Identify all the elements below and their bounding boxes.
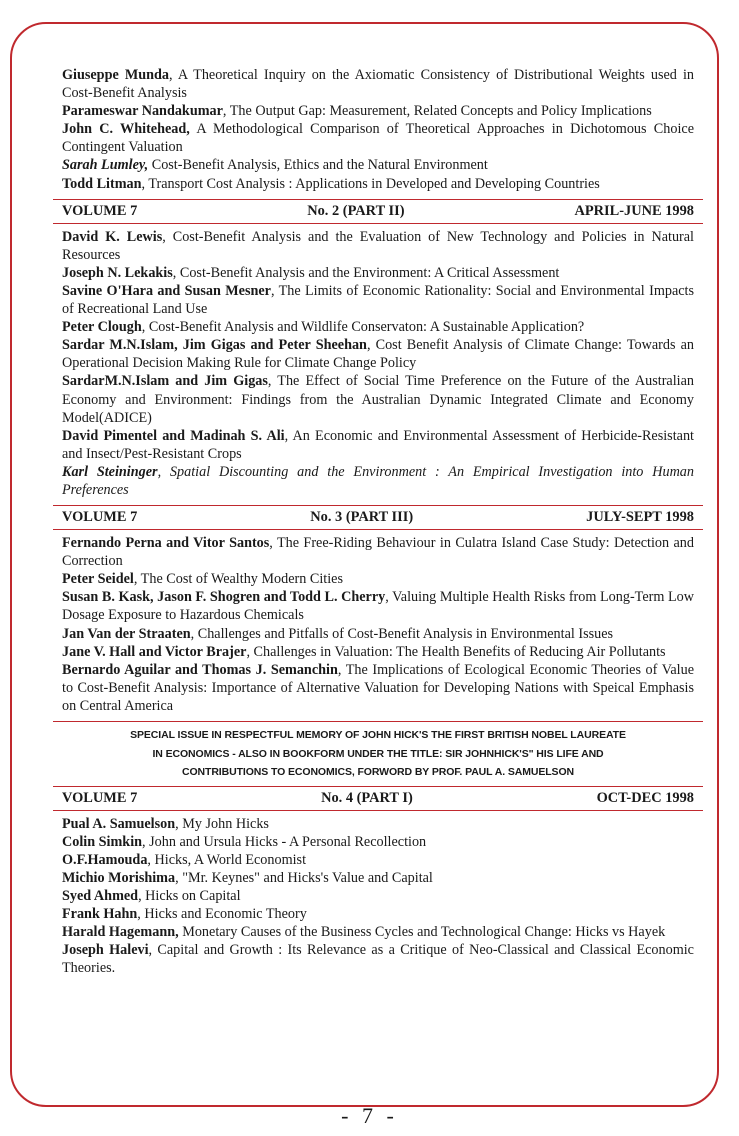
list-item (62, 336, 694, 372)
list-item (62, 941, 694, 977)
entry-author: Jan Van der Straaten (62, 625, 191, 642)
entry-author: David Pimentel and Madinah S. Ali (62, 427, 285, 444)
list-item (62, 175, 694, 193)
special-issue-note (53, 721, 703, 784)
list-item (62, 120, 694, 156)
entry-author: Sarah Lumley, (62, 157, 149, 174)
section-no4-entries (62, 815, 694, 978)
entry-title: , Hicks, A World Economist (147, 851, 307, 868)
entry-title: , An Economic and Environmental Assessment of Herbicide-Resistant and Insect/Pest-Resistant Crops (62, 427, 694, 462)
entry-author: Frank Hahn (62, 905, 138, 922)
volume-header-no4 (53, 786, 703, 811)
list-item (62, 264, 694, 282)
entry-author: O.F.Hamouda (62, 851, 148, 868)
section-no2-entries (62, 228, 694, 499)
issue-number: No. 2 (PART II) (307, 202, 405, 219)
entry-author: Joseph Halevi (62, 942, 149, 959)
list-item (62, 282, 694, 318)
list-item (62, 923, 694, 941)
entry-title: A Methodological Comparison of Theoretical Approaches in Dichotomous Choice Contingent Valuation (62, 121, 694, 156)
list-item (62, 887, 694, 905)
entry-author: Savine O'Hara and Susan Mesner (62, 282, 271, 299)
volume-header-no3 (53, 505, 703, 530)
list-item (62, 815, 694, 833)
entry-author: Karl Steininger (62, 463, 158, 480)
list-item (62, 534, 694, 570)
entry-title: , "Mr. Keynes" and Hicks's Value and Capital (175, 869, 433, 886)
page-number: - 7 - (341, 1103, 398, 1128)
entry-author: Syed Ahmed (62, 887, 139, 904)
special-issue-line: CONTRIBUTIONS TO ECONOMICS, FORWORD BY PROF. PAUL A. SAMUELSON (181, 766, 575, 778)
entry-title: , The Implications of Ecological Economic Theories of Value to Cost-Benefit Analysis: Importance of Alternative Valuation for Developing Nations with Speical Emphasis on Central America (62, 661, 695, 714)
entry-author: Jane V. Hall and Victor Brajer (62, 643, 247, 660)
entry-author: Colin Simkin (62, 833, 143, 850)
entry-title: , Challenges and Pitfalls of Cost-Benefit Analysis in Environmental Issues (190, 625, 614, 642)
issue-date: OCT-DEC 1998 (596, 789, 694, 806)
entry-title: , Hicks and Economic Theory (137, 905, 307, 922)
entry-title: Monetary Causes of the Business Cycles and Technological Change: Hicks vs Hayek (178, 924, 666, 941)
issue-number: No. 3 (PART III) (310, 509, 414, 526)
list-item (62, 661, 694, 715)
entry-title: , Cost-Benefit Analysis and the Environment: A Critical Assessment (172, 264, 560, 281)
issue-number: No. 4 (PART I) (321, 789, 413, 806)
entry-title: Cost-Benefit Analysis, Ethics and the Natural Environment (148, 157, 488, 174)
entry-author: Sardar M.N.Islam, Jim Gigas and Peter Sheehan (62, 337, 367, 354)
special-issue-line: IN ECONOMICS - ALSO IN BOOKFORM UNDER THE TITLE: SIR JOHNHICK'S" HIS LIFE AND (152, 747, 604, 760)
entry-title: , Valuing Multiple Health Risks from Long-Term Low Dosage Exposure to Hazardous Chemicals (62, 589, 694, 624)
list-item (62, 588, 694, 624)
list-item (62, 66, 694, 102)
entry-title: , Challenges in Valuation: The Health Benefits of Reducing Air Pollutants (246, 643, 666, 660)
entry-author: Todd Litman (62, 175, 142, 192)
list-item (62, 318, 694, 336)
list-item (62, 228, 694, 264)
article-listing (62, 66, 694, 977)
entry-title: , Cost-Benefit Analysis and the Evaluation of New Technology and Policies in Natural Resources (62, 228, 694, 263)
entry-title: , Transport Cost Analysis : Applications in Developed and Developing Countries (141, 175, 600, 192)
list-item (62, 156, 694, 174)
list-item (62, 905, 694, 923)
volume-label: VOLUME 7 (62, 202, 138, 219)
volume-label: VOLUME 7 (62, 509, 138, 526)
entry-author: Fernando Perna and Vitor Santos (62, 535, 270, 552)
entry-author: Peter Seidel (62, 571, 134, 588)
list-item (62, 570, 694, 588)
section-no3-entries (62, 534, 694, 715)
volume-header-no2 (53, 199, 703, 224)
entry-author: Pual A. Samuelson (62, 815, 176, 832)
list-item (62, 372, 694, 426)
issue-date: JULY-SEPT 1998 (586, 509, 694, 526)
entry-title: , John and Ursula Hicks - A Personal Recollection (142, 833, 427, 850)
entry-author: John C. Whitehead, (62, 121, 190, 138)
entry-title: , Capital and Growth : Its Relevance as a Critique of Neo-Classical and Classical Economic Theories. (62, 942, 694, 977)
entry-author: Giuseppe Munda (62, 67, 170, 83)
special-issue-line: SPECIAL ISSUE IN RESPECTFUL MEMORY OF JOHN HICK'S THE FIRST BRITISH NOBEL LAUREATE (130, 729, 626, 741)
list-item (62, 643, 694, 661)
entry-title: , My John Hicks (175, 815, 269, 832)
list-item (62, 851, 694, 869)
entry-author: Joseph N. Lekakis (62, 264, 173, 281)
entry-author: David K. Lewis (62, 228, 163, 245)
entry-title: , Cost Benefit Analysis of Climate Change: Towards an Operational Decision Making Rule for Climate Change Policy (62, 337, 694, 372)
entry-author: SardarM.N.Islam and Jim Gigas (62, 373, 268, 390)
entry-title: , Cost-Benefit Analysis and Wildlife Conservaton: A Sustainable Application? (141, 319, 585, 336)
entry-title: , Hicks on Capital (138, 887, 241, 904)
list-item (62, 102, 694, 120)
list-item (62, 869, 694, 887)
issue-date: APRIL-JUNE 1998 (574, 202, 694, 219)
entry-title: , The Free-Riding Behaviour in Culatra Island Case Study: Detection and Correction (62, 535, 694, 570)
entry-author: Susan B. Kask, Jason F. Shogren and Todd L. Cherry (62, 589, 386, 606)
entry-title: , The Effect of Social Time Preference on the Future of the Australian Economy and Environment: Findings from the Australian Dynamic Integrated Climate and Economy Model(ADICE) (62, 373, 694, 426)
entry-title: , The Output Gap: Measurement, Related Concepts and Policy Implications (222, 103, 652, 120)
volume-label: VOLUME 7 (62, 789, 138, 806)
list-item (62, 463, 694, 499)
entry-author: Harald Hagemann, (62, 924, 179, 941)
list-item (62, 625, 694, 643)
entry-title: , A Theoretical Inquiry on the Axiomatic Consistency of Distributional Weights used in Cost-Benefit Analysis (62, 67, 694, 102)
top-entries (62, 66, 694, 193)
list-item (62, 427, 694, 463)
list-item (62, 833, 694, 851)
entry-author: Michio Morishima (62, 869, 176, 886)
entry-author: Bernardo Aguilar and Thomas J. Semanchin (62, 661, 338, 678)
entry-title: , The Limits of Economic Rationality: Social and Environmental Impacts of Recreational Land Use (62, 282, 694, 318)
entry-title: , Spatial Discounting and the Environment : An Empirical Investigation into Human Preferences (62, 463, 694, 498)
entry-title: , The Cost of Wealthy Modern Cities (133, 571, 343, 588)
entry-author: Parameswar Nandakumar (62, 103, 223, 120)
entry-author: Peter Clough (62, 319, 142, 336)
